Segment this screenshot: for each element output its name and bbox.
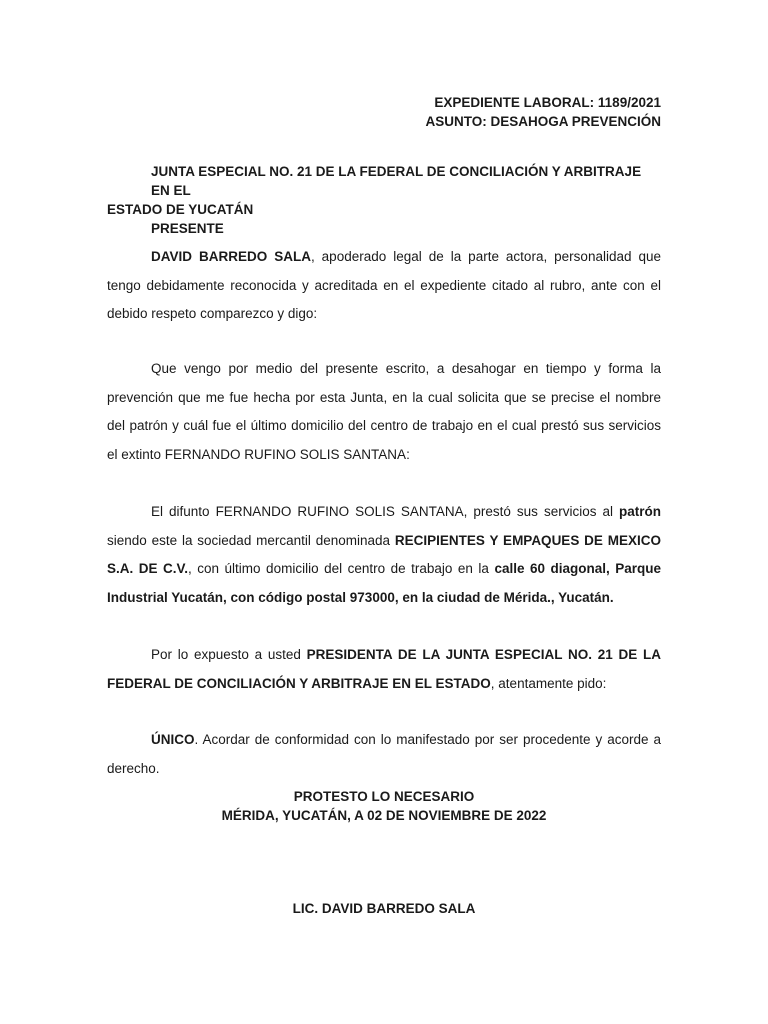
- attorney-name: DAVID BARREDO SALA: [151, 249, 311, 264]
- document-header: [425, 93, 661, 131]
- company-address: calle 60 diagonal, Parque Industrial Yucatán, con código postal 973000, en la ciudad de Mérida., Yucatán.: [107, 561, 661, 606]
- addressee-line-3: PRESENTE: [151, 221, 224, 236]
- employer-text-1: El difunto FERNANDO RUFINO SOLIS SANTANA, prestó sus servicios al: [151, 504, 619, 519]
- signature-name: LIC. DAVID BARREDO SALA: [292, 901, 476, 916]
- petition-recipient: PRESIDENTA DE LA JUNTA ESPECIAL NO. 21 DE LA FEDERAL DE CONCILIACIÓN Y ARBITRAJE EN EL ESTADO: [107, 647, 661, 691]
- addressee-line-2: ESTADO DE YUCATÁN: [107, 202, 254, 217]
- expediente-line: EXPEDIENTE LABORAL: 1189/2021: [434, 95, 661, 110]
- addressee-line-1: JUNTA ESPECIAL NO. 21 DE LA FEDERAL DE CONCILIACIÓN Y ARBITRAJE EN EL: [151, 164, 642, 198]
- paragraph-intro: [107, 243, 661, 329]
- unico-text: . Acordar de conformidad con lo manifestado por ser procedente y acorde a derecho.: [107, 732, 661, 776]
- petition-text-2: , atentamente pido:: [490, 675, 607, 691]
- company-name: RECIPIENTES Y EMPAQUES DE MEXICO S.A. DE C.V.: [107, 532, 661, 577]
- paragraph-employer: [107, 498, 661, 613]
- intro-text: , apoderado legal de la parte actora, personalidad que tengo debidamente reconocida y acreditada en el expediente citado al rubro, ante con el debido respeto comparezco y digo:: [107, 249, 661, 322]
- closing-block: [107, 787, 661, 825]
- employer-bold-1: patrón: [619, 504, 661, 519]
- petition-text-1: Por lo expuesto a usted: [151, 647, 307, 662]
- paragraph-unico: [107, 726, 661, 783]
- request-text: Que vengo por medio del presente escrito, a desahogar en tiempo y forma la prevención que me fue hecha por esta Junta, en la cual solicita que se precise el nombre del patrón y cuál fue el último domicilio del centro de trabajo en el cual prestó sus servicios el extinto FERNANDO RUFINO SOLIS SANTANA:: [107, 361, 661, 463]
- paragraph-request: [107, 355, 661, 470]
- closing-line-2: MÉRIDA, YUCATÁN, A 02 DE NOVIEMBRE DE 2022: [221, 808, 547, 823]
- closing-line-1: PROTESTO LO NECESARIO: [293, 789, 475, 804]
- paragraph-petition: [107, 641, 661, 698]
- asunto-line: ASUNTO: DESAHOGA PREVENCIÓN: [425, 114, 661, 129]
- employer-text-2: siendo este la sociedad mercantil denominada: [107, 532, 395, 548]
- employer-text-3: , con último domicilio del centro de trabajo en la: [188, 561, 495, 577]
- addressee-block: [107, 162, 661, 238]
- unico-label: ÚNICO: [151, 732, 195, 747]
